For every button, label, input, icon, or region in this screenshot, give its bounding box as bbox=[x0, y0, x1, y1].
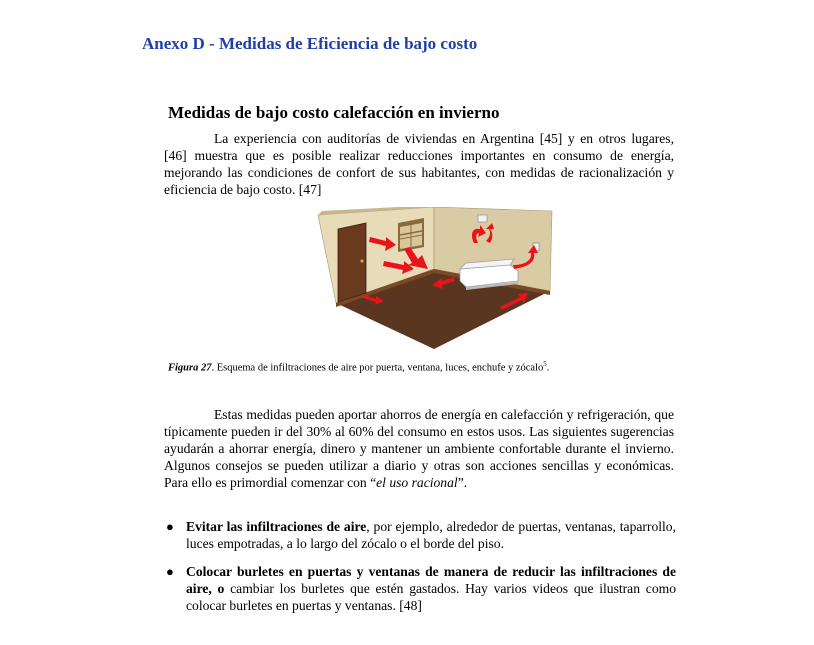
measures-paragraph-end: ”. bbox=[457, 475, 468, 490]
bullet-bold-text: Evitar las infiltraciones de aire bbox=[186, 519, 367, 534]
section-title: Medidas de bajo costo calefacción en invierno bbox=[168, 103, 500, 122]
bullet-bold-text: Colocar burletes en puertas y ventanas de manera de reducir las infiltraciones de aire, o bbox=[186, 564, 676, 596]
door-icon bbox=[338, 223, 366, 302]
measures-paragraph-text: Estas medidas pueden aportar ahorros de energía en calefacción y refrigeración, que típicamente pueden ir del 30% al 60% del consumo en estos usos. Las siguientes sugerencias ayudarán a ahorrar energía, dinero y mantener un ambiente confortable durante el invierno. Algunos consejos se pueden utilizar a diario y otras son acciones sencillas y económicas. Para ello es primordial comenzar con “ bbox=[164, 407, 674, 490]
bullet-text: , por ejemplo, alrededor de puertas, ventanas, taparrollo, luces empotradas, a lo largo del zócalo o el borde del piso. bbox=[186, 519, 676, 551]
air-infiltration-illustration bbox=[314, 207, 558, 351]
figure-footnote-marker: 5 bbox=[543, 360, 547, 368]
figure-caption-text: . Esquema de infiltraciones de aire por puerta, ventana, luces, enchufe y zócalo bbox=[211, 362, 544, 374]
intro-paragraph-text: La experiencia con auditorías de viviendas en Argentina [45] y en otros lugares, [46] muestra que es posible realizar reducciones importantes en consumo de energía, mejorando las condiciones de confort de sus habitantes, con medidas de racionalización y eficiencia de bajo costo. [47] bbox=[164, 131, 674, 197]
bullet-icon: ● bbox=[166, 564, 174, 579]
bullet-text: cambiar los burletes que estén gastados. Hay varios videos que ilustran como colocar burletes en puertas y ventanas. [48] bbox=[186, 581, 676, 613]
figure-label: Figura 27 bbox=[168, 362, 212, 374]
bullet-icon: ● bbox=[166, 519, 174, 534]
list-item bbox=[164, 563, 676, 614]
figure-caption: Figura 27. Esquema de infiltraciones de aire por puerta, ventana, luces, enchufe y zócalo$^5$. bbox=[168, 360, 550, 374]
intro-paragraph bbox=[164, 130, 674, 198]
window-icon bbox=[398, 218, 424, 252]
annex-title: Anexo D - Medidas de Eficiencia de bajo costo bbox=[142, 34, 478, 53]
list-item bbox=[164, 518, 676, 552]
light-icon bbox=[478, 215, 487, 222]
bullet-list-1 bbox=[164, 518, 676, 552]
measures-paragraph bbox=[164, 406, 674, 491]
bullet-list-2 bbox=[164, 563, 676, 614]
measures-paragraph-italic: el uso racional bbox=[376, 475, 458, 490]
